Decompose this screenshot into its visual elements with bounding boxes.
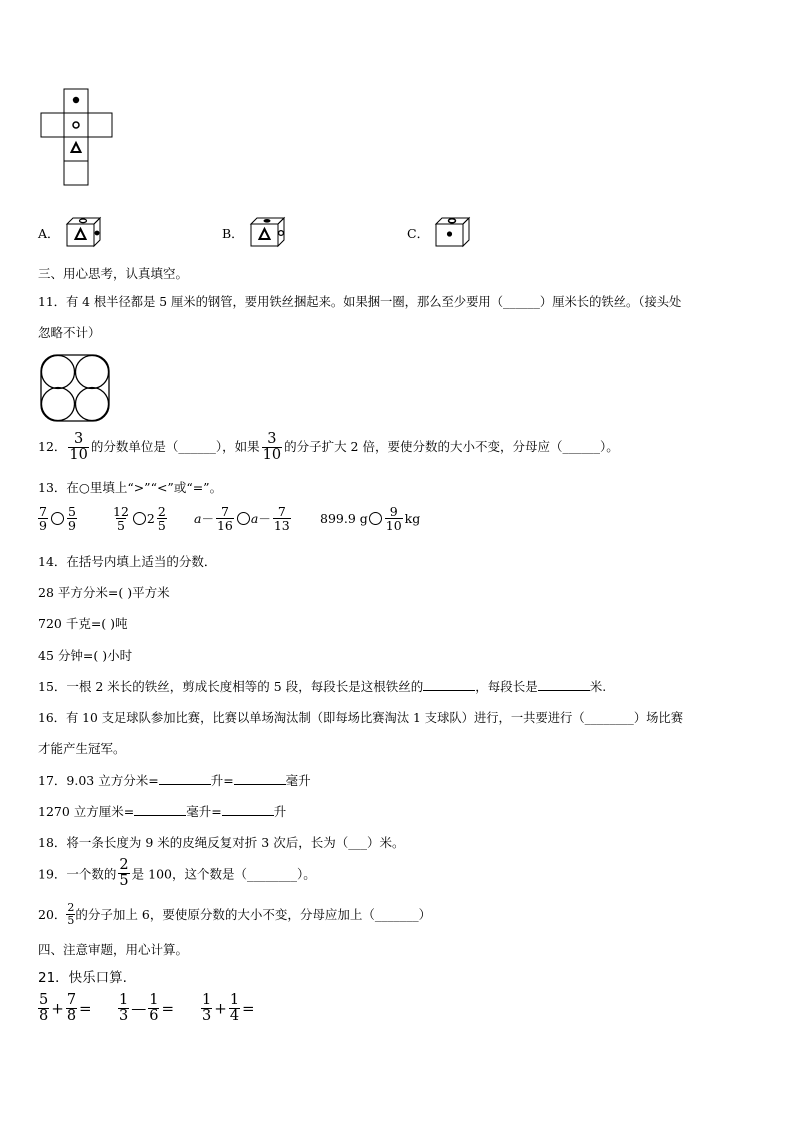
q11-line2: 忽略不计）	[38, 325, 101, 340]
answer-blank[interactable]	[538, 690, 590, 691]
cube-c-icon	[433, 216, 473, 248]
section-4-heading: 四、注意审题，用心计算。	[38, 942, 189, 957]
q11-line1: 11．有 4 根半径都是 5 厘米的钢管，要用铁丝捆起来。如果捆一圈，那么至少要用（______）厘米长的铁丝。（接头处	[38, 295, 682, 309]
answer-blank[interactable]	[134, 815, 186, 816]
cube-net-figure	[40, 88, 115, 188]
q13-title: 13．在○里填上“>”“<”或“=”。	[38, 480, 223, 495]
answer-blank[interactable]	[222, 815, 274, 816]
compare-circle[interactable]	[369, 512, 382, 525]
q14-line-1: 28 平方分米=( )平方米	[38, 585, 170, 600]
q21-title: 21．快乐口算.	[38, 970, 127, 986]
option-b-label: B．	[222, 226, 244, 241]
q15-line: 15．一根 2 米长的铁丝，剪成长度相等的 5 段，每段长是这根铁丝的 ，每段长是 米.	[38, 679, 607, 694]
q14-title: 14．在括号内填上适当的分数．	[38, 554, 217, 569]
q12-fraction-1: $\frac{3}{10}$	[69, 431, 88, 464]
four-pipes-figure	[38, 354, 112, 422]
section-3-heading: 三、用心思考，认真填空。	[38, 266, 189, 281]
cube-a-icon	[64, 216, 104, 248]
option-a-label: A．	[38, 226, 60, 241]
compare-circle[interactable]	[133, 512, 146, 525]
q17-line1: 17．9.03 立方分米= 升= 毫升	[38, 773, 311, 788]
q21-expr-1: $\frac{5}{8}$ + $\frac{7}{8}$ =	[39, 992, 92, 1025]
q13-item-b: $\frac{12}{5}$ 2 $\frac{2}{5}$	[113, 504, 166, 534]
q18-line: 18．将一条长度为 9 米的皮绳反复对折 3 次后，长为（___）米。	[38, 835, 405, 850]
cube-b-icon	[248, 216, 288, 248]
answer-blank[interactable]	[234, 784, 286, 785]
q13-item-a: $\frac{7}{9}$ $\frac{5}{9}$	[39, 504, 76, 534]
compare-circle[interactable]	[237, 512, 250, 525]
q12-line: 12． $\frac{3}{10}$ 的分数单位是（______），如果 $\frac{3}{10}$ 的分子扩大 2 倍，要使分数的大小不变，分母应（______）。	[38, 431, 619, 464]
q13-item-d: 899.9 g $\frac{9}{10}$ kg	[320, 504, 421, 534]
q14-line-2: 720 千克=( )吨	[38, 616, 128, 631]
q17-line2: 1270 立方厘米= 毫升= 升	[38, 804, 287, 819]
q16-line2: 才能产生冠军。	[38, 741, 126, 756]
answer-blank[interactable]	[423, 690, 475, 691]
q20-line: 20． $\frac{2}{5}$ 的分子加上 6，要使原分数的大小不变，分母应加上（_______）	[38, 901, 432, 927]
q16-line1: 16．有 10 支足球队参加比赛，比赛以单场淘汰制（即每场比赛淘汰 1 支球队）进行，一共要进行（________）场比赛	[38, 711, 684, 725]
q21-expr-3: $\frac{1}{3}$ + $\frac{1}{4}$ =	[202, 992, 255, 1025]
answer-blank[interactable]	[159, 784, 211, 785]
compare-circle[interactable]	[51, 512, 64, 525]
option-c-label: C．	[407, 226, 430, 241]
q13-item-c: a－ $\frac{7}{16}$ a－ $\frac{7}{13}$	[194, 504, 290, 534]
q19-line: 19．一个数的 $\frac{2}{5}$ 是 100，这个数是（________）。	[38, 857, 316, 890]
q12-fraction-2: $\frac{3}{10}$	[262, 431, 282, 464]
q14-line-3: 45 分钟=( )小时	[38, 648, 133, 663]
q21-expr-2: $\frac{1}{3}$ — $\frac{1}{6}$ =	[119, 992, 175, 1025]
